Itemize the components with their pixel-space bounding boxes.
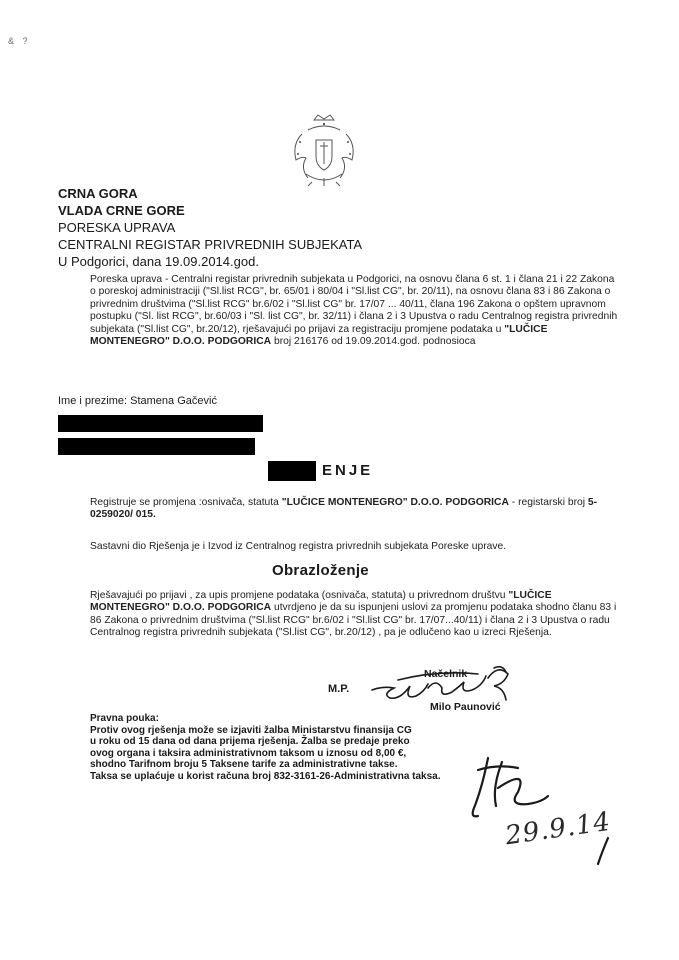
seal-placeholder: M.P. [328, 683, 350, 695]
legal-remedy-line: shodno Tarifnom broju 5 Taksene tarife za administrativne takse. [90, 759, 398, 771]
reasoning-company: "LUČICE MONTENEGRO" D.O.O. PODGORICA [90, 590, 552, 614]
document-header [58, 185, 362, 270]
intro-text: Poreska uprava - Centralni registar privrednih subjekata u Podgorici, na osnovu člana 6 st. 1 i člana 21 i 22 Zakona o poreskoj administraciji ("Sl.list RCG", br. 65/01 i 80/04 i "Sl.list CG", br. 20/11), na osnovu člana 83 i 86 Zakona o privrednim društvima ("Sl.list RCG" br.6/02 i "Sl.list CG" br. 17/07 ... 40/11, člana 196 Zakona o opštem upravnom postupku ("Sl. list RCG", br.60/03 i "Sl. list CG", br. 32/11) i člana 2 i 3 Upustva o radu Centralnog registra privrednih subjekata ("Sl.list CG", br.20/12), rješavajući po prijavi za registraciju promjene podataka u [90, 274, 618, 335]
reasoning-text: Rješavajući po prijavi , za upis promjene podataka (osnivača, statuta) u privrednom društvu [90, 590, 506, 601]
reasoning-paragraph [90, 590, 618, 640]
legal-remedy-line: Taksa se uplaćuje u korist računa broj 832-3161-26-Administrativna taksa. [90, 770, 441, 782]
registration-text-mid: - registarski broj [511, 497, 586, 508]
header-registry: CENTRALNI REGISTAR PRIVREDNIH SUBJEKATA [58, 237, 363, 252]
legal-remedy-notice [90, 713, 450, 783]
signatory-title: Načelnik [424, 668, 468, 680]
legal-remedy-heading: Pravna pouka: [90, 713, 159, 724]
decision-heading-fragment: ENJE [322, 462, 374, 479]
registration-text: Registruje se promjena :osnivača, statuta [90, 497, 279, 508]
legal-remedy-line: Protiv ovog rješenja može se izjaviti žalba Ministarstvu finansija CG [90, 724, 412, 736]
corner-mark: & ? [8, 36, 31, 46]
attachment-note: Sastavni dio Rješenja je i Izvod iz Centralnog registra privrednih subjekata Poreske uprave. [90, 541, 507, 552]
applicant-name: Ime i prezime: Stamena Gačević [58, 395, 217, 407]
intro-company: "LUČICE MONTENEGRO" D.O.O. PODGORICA [90, 323, 548, 348]
registration-paragraph [90, 497, 610, 522]
redaction-bar [58, 438, 255, 455]
header-agency: PORESKA UPRAVA [58, 220, 176, 235]
legal-remedy-line: u roku od 15 dana od dana prijema rješenja. Žalba se predaje preko [90, 736, 410, 748]
header-place-date: U Podgorici, dana 19.09.2014.god. [58, 254, 259, 269]
redaction-bar [268, 461, 316, 481]
coat-of-arms-emblem [288, 112, 360, 188]
intro-paragraph [90, 274, 620, 348]
header-country: CRNA GORA [58, 186, 138, 201]
reasoning-text-after: utvrdjeno je da su ispunjeni uslovi za promjenu podataka shodno članu 83 i 86 Zakona o privrednim društvima ("Sl.list RCG" br.6/02 i "Sl.list CG" br. 17/07...40/11) i člana 2 i 3 Upustva o radu Centralnog registra privrednih subjekata ("Sl.list CG", br.20/12) , pa je odlučeno kao u izreci Rješenja. [90, 602, 617, 639]
handwritten-date: 29.9.14 [503, 806, 613, 852]
signatory-name: Milo Paunović [430, 701, 501, 713]
registration-number: 5-0259020/ 015. [90, 497, 598, 521]
intro-text-after: broj 216176 od 19.09.2014.god. podnosioca [273, 336, 476, 348]
redaction-bar [58, 415, 263, 432]
reasoning-title: Obrazloženje [272, 562, 369, 579]
header-government: VLADA CRNE GORE [58, 203, 185, 218]
legal-remedy-line: ovog organa i taksira administrativnom taksom u iznosu od 8,00 €, [90, 747, 407, 759]
registration-company: "LUČICE MONTENEGRO" D.O.O. PODGORICA [281, 497, 509, 508]
